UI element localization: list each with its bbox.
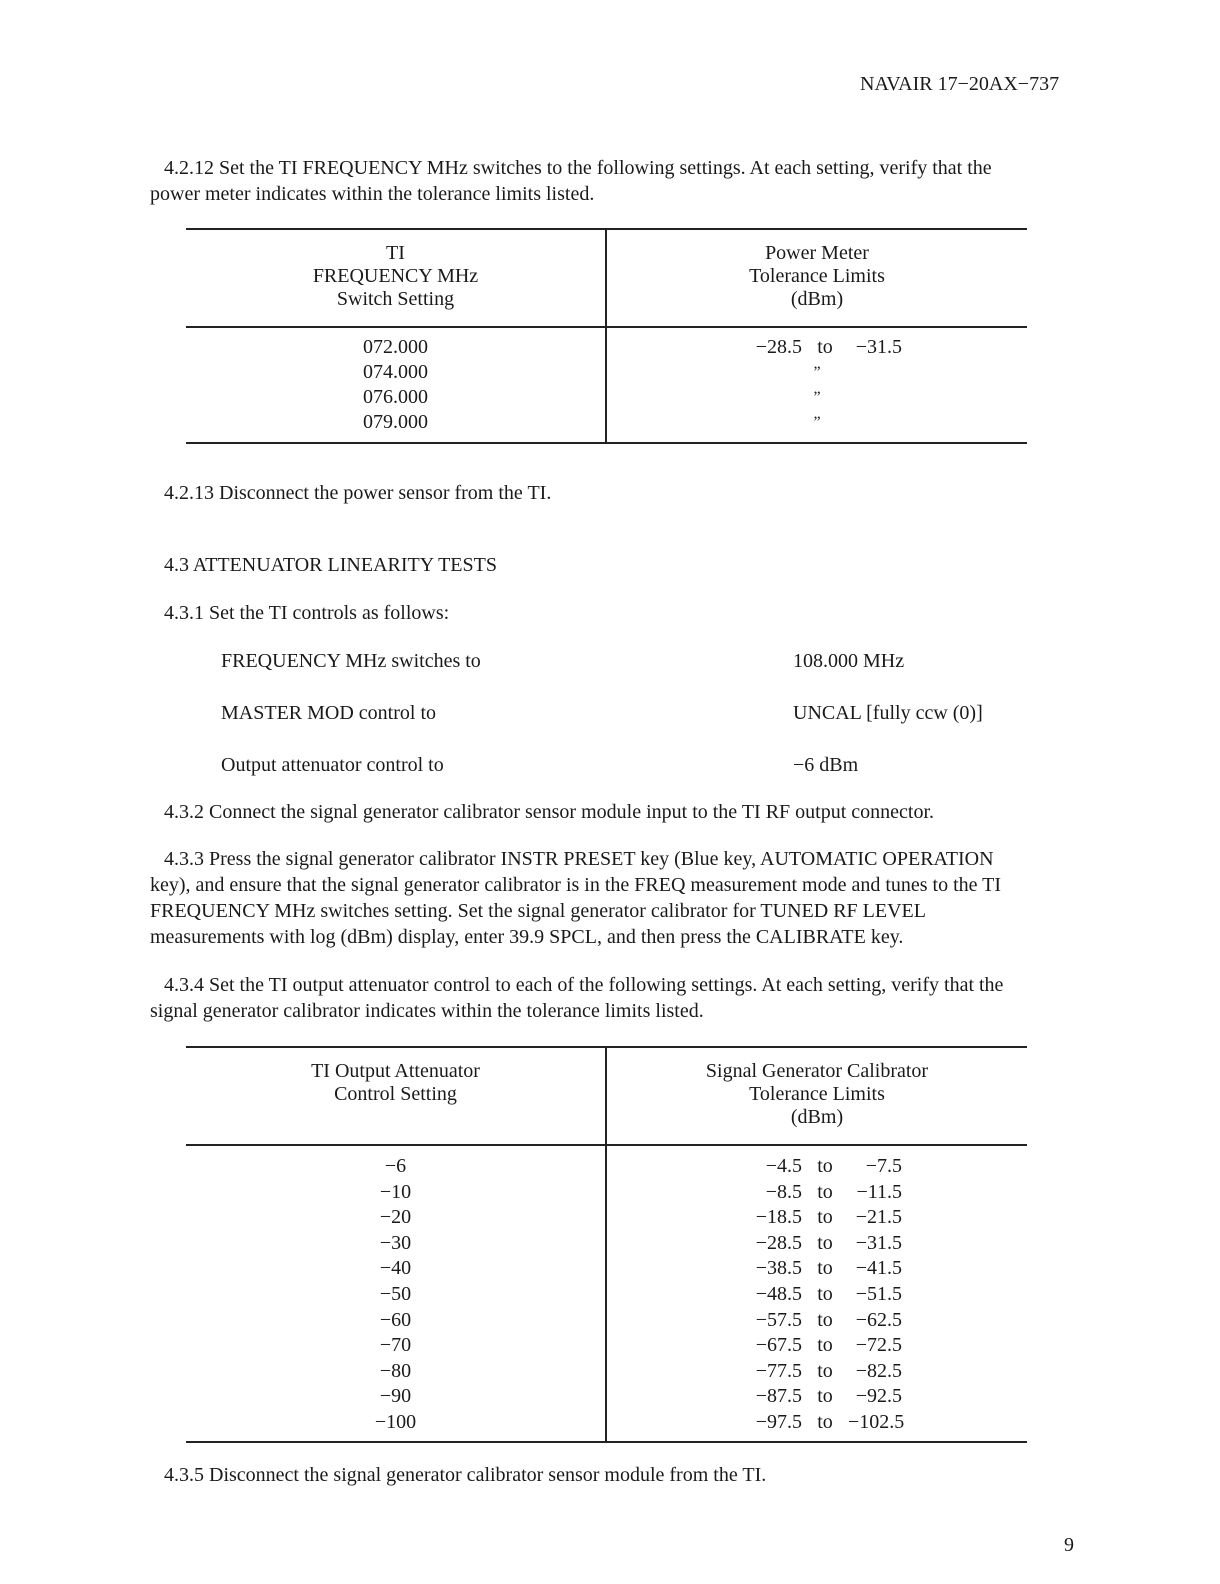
tolerance-high: −7.5 bbox=[865, 1155, 902, 1177]
tolerance-high: −31.5 bbox=[855, 1231, 902, 1254]
control-value: −6 dBm bbox=[793, 754, 859, 776]
table-row bbox=[607, 1360, 1027, 1386]
tolerance-high: −82.5 bbox=[855, 1359, 902, 1382]
ditto-mark: ” bbox=[813, 364, 821, 381]
tolerance-low: −77.5 bbox=[755, 1359, 802, 1382]
table-row: −80 bbox=[379, 1359, 412, 1382]
para-4-3-3-line1: 4.3.3 Press the signal generator calibrator INSTR PRESET key (Blue key, AUTOMATIC OPERATION bbox=[164, 848, 994, 870]
tolerance-to: to bbox=[817, 1282, 833, 1305]
tolerance-to: to bbox=[817, 1231, 833, 1254]
tolerance-low: −67.5 bbox=[755, 1334, 802, 1357]
tolerance-high: −31.5 bbox=[855, 336, 902, 358]
para-4-3-2: 4.3.2 Connect the signal generator calibrator sensor module input to the TI RF output connector. bbox=[164, 801, 935, 823]
power-meter-table bbox=[186, 228, 1027, 444]
tolerance-high: −51.5 bbox=[855, 1282, 902, 1305]
table-row: 074.000 bbox=[363, 361, 428, 383]
table-row: −60 bbox=[379, 1308, 412, 1331]
tolerance-to: to bbox=[817, 1308, 833, 1331]
tolerance-to: to bbox=[817, 1180, 833, 1203]
table2-header-right-line1: Signal Generator Calibrator bbox=[705, 1060, 929, 1082]
table1-header-left-line1: TI bbox=[386, 242, 405, 264]
para-4-3-3-line2: key), and ensure that the signal generator calibrator is in the FREQ measurement mode and tunes to the TI bbox=[150, 874, 1002, 896]
tolerance-to: to bbox=[817, 1359, 833, 1382]
table-row bbox=[607, 1181, 1027, 1207]
table-row: 072.000 bbox=[363, 336, 428, 358]
table-row bbox=[607, 1232, 1027, 1258]
table2-header-right-line2: Tolerance Limits bbox=[749, 1083, 885, 1105]
tolerance-to: to bbox=[817, 1410, 833, 1433]
table1-header-left-line3: Switch Setting bbox=[336, 288, 455, 310]
attenuator-table bbox=[186, 1046, 1027, 1443]
table-row bbox=[607, 1283, 1027, 1309]
table-row: −90 bbox=[379, 1385, 412, 1408]
para-4-3-1: 4.3.1 Set the TI controls as follows: bbox=[164, 602, 450, 624]
para-4-3-4-line1: 4.3.4 Set the TI output attenuator control to each of the following settings. At each setting, verify that the bbox=[164, 974, 1004, 996]
tolerance-high: −11.5 bbox=[856, 1180, 902, 1203]
table-row: −40 bbox=[379, 1257, 412, 1280]
table-row: 076.000 bbox=[363, 386, 428, 408]
para-4-2-13: 4.2.13 Disconnect the power sensor from the TI. bbox=[164, 482, 552, 504]
tolerance-to: to bbox=[817, 1334, 833, 1357]
tolerance-low: −97.5 bbox=[755, 1410, 802, 1433]
ditto-mark: ” bbox=[813, 414, 821, 431]
table-row bbox=[607, 1385, 1027, 1411]
table2-settings-column bbox=[186, 1145, 606, 1442]
control-label: FREQUENCY MHz switches to bbox=[221, 650, 481, 672]
table-row bbox=[607, 1155, 1027, 1181]
table2-header-left bbox=[186, 1047, 606, 1145]
tolerance-low: −28.5 bbox=[755, 336, 802, 358]
table1-limits-column bbox=[606, 327, 1027, 443]
tolerance-to: to bbox=[817, 1206, 833, 1229]
tolerance-to: to bbox=[817, 1257, 833, 1280]
tolerance-low: −18.5 bbox=[755, 1206, 802, 1229]
tolerance-high: −72.5 bbox=[855, 1334, 902, 1357]
table1-header-left-line2: FREQUENCY MHz bbox=[312, 265, 479, 287]
para-4-2-12-line2: power meter indicates within the tolerance limits listed. bbox=[150, 183, 595, 205]
table-row bbox=[607, 1411, 1027, 1437]
table-row bbox=[607, 1257, 1027, 1283]
para-4-2-12-line1: 4.2.12 Set the TI FREQUENCY MHz switches to the following settings. At each setting, verify that the bbox=[164, 157, 992, 179]
table1-header-right-line1: Power Meter bbox=[765, 242, 869, 264]
control-value: 108.000 MHz bbox=[793, 650, 905, 672]
table1-header-right-line3: (dBm) bbox=[790, 288, 844, 310]
table2-header-left-line2: Control Setting bbox=[334, 1083, 457, 1105]
tolerance-low: −38.5 bbox=[755, 1257, 802, 1280]
table1-header-right bbox=[606, 229, 1027, 327]
section-heading-4-3: 4.3 ATTENUATOR LINEARITY TESTS bbox=[164, 554, 497, 576]
ditto-mark: ” bbox=[813, 389, 821, 406]
table-row: −10 bbox=[379, 1180, 412, 1203]
para-4-3-3-line4: measurements with log (dBm) display, enter 39.9 SPCL, and then press the CALIBRATE key. bbox=[150, 926, 904, 948]
tolerance-high: −21.5 bbox=[855, 1206, 902, 1229]
para-4-3-3-line3: FREQUENCY MHz switches setting. Set the signal generator calibrator for TUNED RF LEVEL bbox=[150, 900, 926, 922]
control-label: Output attenuator control to bbox=[221, 754, 444, 776]
table-row: 079.000 bbox=[363, 411, 428, 433]
tolerance-to: to bbox=[817, 336, 833, 358]
table1-header-right-line2: Tolerance Limits bbox=[749, 265, 885, 287]
tolerance-to: to bbox=[817, 1155, 833, 1177]
tolerance-low: −4.5 bbox=[765, 1155, 802, 1177]
table1-header-left bbox=[186, 229, 606, 327]
table-row: −70 bbox=[379, 1334, 412, 1357]
table-row bbox=[607, 1206, 1027, 1232]
table2-header-left-line1: TI Output Attenuator bbox=[311, 1060, 480, 1082]
control-label: MASTER MOD control to bbox=[221, 702, 436, 724]
table-row bbox=[607, 1334, 1027, 1360]
tolerance-high: −62.5 bbox=[855, 1308, 902, 1331]
table1-settings-column bbox=[186, 327, 606, 443]
table2-limits-column bbox=[606, 1145, 1027, 1442]
tolerance-to: to bbox=[817, 1385, 833, 1408]
table-row: −6 bbox=[384, 1155, 407, 1177]
tolerance-high: −92.5 bbox=[855, 1385, 902, 1408]
table-row: −30 bbox=[379, 1231, 412, 1254]
para-4-3-5: 4.3.5 Disconnect the signal generator calibrator sensor module from the TI. bbox=[164, 1464, 767, 1486]
table-row: −100 bbox=[374, 1410, 417, 1433]
tolerance-low: −8.5 bbox=[765, 1180, 802, 1203]
tolerance-high: −41.5 bbox=[855, 1257, 902, 1280]
tolerance-low: −57.5 bbox=[755, 1308, 802, 1331]
table2-header-right-line3: (dBm) bbox=[790, 1106, 844, 1128]
tolerance-low: −48.5 bbox=[755, 1282, 802, 1305]
tolerance-low: −28.5 bbox=[755, 1231, 802, 1254]
table-row bbox=[607, 1309, 1027, 1335]
para-4-3-4-line2: signal generator calibrator indicates within the tolerance limits listed. bbox=[150, 1000, 704, 1022]
page-number: 9 bbox=[1064, 1534, 1074, 1556]
tolerance-high: −102.5 bbox=[848, 1410, 905, 1433]
control-value: UNCAL [fully ccw (0)] bbox=[793, 702, 983, 724]
table-row: −50 bbox=[379, 1282, 412, 1305]
table2-header-right bbox=[606, 1047, 1027, 1145]
tolerance-low: −87.5 bbox=[755, 1385, 802, 1408]
table-row: −20 bbox=[379, 1206, 412, 1229]
document-number: NAVAIR 17−20AX−737 bbox=[860, 73, 1060, 95]
